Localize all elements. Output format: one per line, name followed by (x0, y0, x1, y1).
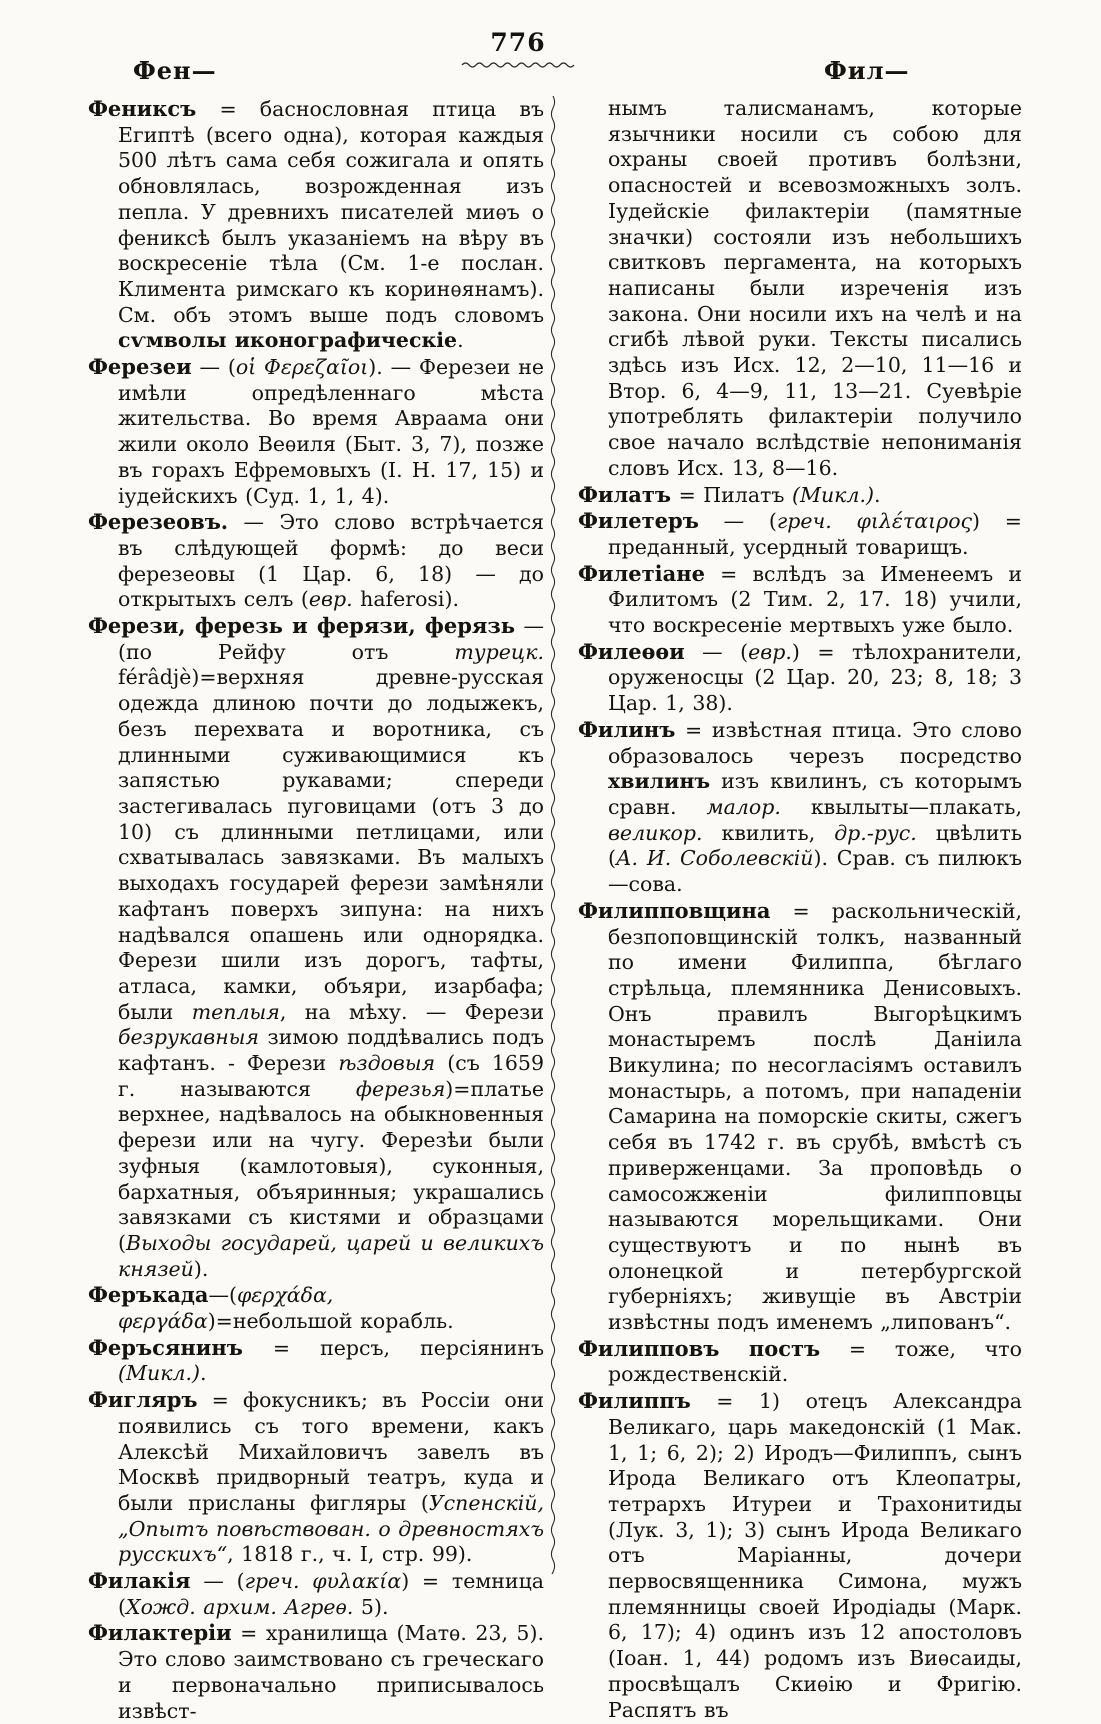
dictionary-entry: Ферези, ферезь и ферязи, ферязь — (по Рейфу отъ турецк. férâdjè)=верхняя древне-русская одежда длиною почти до лодыжекъ, безъ перехвата и воротника, съ длинными суживающимися къ запястью рукавами; спереди застегивалась пуговицами (отъ 3 до 10) съ длинными петлицами, или схватывалась завязками. Въ малыхъ выходахъ государей ферези замѣняли кафтанъ поверхъ зипуна: на нихъ надѣвался опашень или однорядка. Ферези шили изъ дорогъ, тафты, атласа, камки, объяри, изарбафа; были теплыя, на мѣху. — Ферези безрукавныя зимою поддѣвались подъ кафтанъ. - Ферези ѣздовыя (съ 1659 г. называются ферезья)=платье верхнее, надѣвалось на обыкновенныя ферези или на чугу. Ферезѣи были зуфныя (камлотовыя), суконныя, бархатныя, объяринныя; украшались завязками съ кистями и образцами (Выходы государей, царей и великихъ князей). (88, 613, 544, 1281)
headword: Филетіане (578, 560, 705, 586)
headword: Филиппъ (578, 1388, 691, 1414)
headword: Филактеріи (88, 1620, 232, 1646)
headword: Филетеръ (578, 508, 699, 534)
dictionary-entry: Филетіане = вслѣдъ за Именеемъ и Филитомъ (2 Тим. 2, 17. 18) учили, что воскресеніе мертвыхъ уже было. (578, 560, 1022, 638)
headword: Филинъ (578, 716, 676, 742)
running-head-right: Фил— (824, 56, 910, 85)
left-column (88, 96, 544, 1724)
headword: Филипповщина (578, 897, 771, 923)
dictionary-entry: Филетеръ — (греч. φιλέταιρος) = преданный, усердный товарищъ. (578, 508, 1022, 559)
dictionary-entry: Филиппъ = 1) отецъ Александра Великаго, царь македонскій (1 Мак. 1, 1; 6, 2); 2) Иродъ—Филиппъ, сынъ Ирода Великаго отъ Клеопатры, тетрархъ Итуреи и Трахонитиды (Лук. 3, 1); 3) сынъ Ирода Великаго отъ Маріанны, дочери первосвященника Симона, мужъ племянницы своей Иродіады (Марк. 6, 17); 4) одинъ изъ 12 апостоловъ (Іоан. 1, 44) родомъ изъ Виѳсаиды, просвѣщалъ Скиѳію и Фригію. Распятъ въ (578, 1388, 1022, 1722)
headword: Феръкада (88, 1282, 209, 1308)
dictionary-entry: Филипповщина = раскольническій, безпоповщинскій толкъ, названный по имени Филиппа, бѣглаго стрѣльца, племянника Денисовыхъ. Онъ правилъ Выгорѣцкимъ монастыремъ послѣ Даніила Викулина; по несогласіямъ оставилъ монастырь, а потомъ, при нападеніи Самарина на поморскіе скиты, сжегъ себя въ 1742 г. въ срубѣ, вмѣстѣ съ приверженцами. За проповѣдь о самосожженіи филипповцы называются морельщиками. Они существуютъ и по нынѣ въ олонецкой и петербургской губерніяхъ; живущіе въ Австріи извѣстны подъ именемъ „липованъ“. (578, 897, 1022, 1335)
dictionary-entry: Феръкада—(φερχάδα, φεργάδα)=небольшой корабль. (88, 1282, 454, 1334)
dictionary-entry-continuation: нымъ талисманамъ, которые язычники носили съ собою для охраны своей противъ болѣзни, опасностей и всевозможныхъ золъ. Іудейскіе филактеріи (памятные значки) состояли изъ небольшихъ свитковъ пергамента, на которыхъ написаны были изреченія изъ закона. Они носили ихъ на челѣ и на сгибѣ лѣвой руки. Тексты писались здѣсь изъ Исх. 12, 2—10, 11—16 и Втор. 6, 4—9, 11, 13—21. Суевѣріе употреблять филактеріи получило свое начало вслѣдствіе непониманія словъ Исх. 13, 8—16. (608, 96, 1022, 480)
dictionary-entry: Ферезеовъ. — Это слово встрѣчается въ слѣдующей формѣ: до веси ферезеовы (1 Цар. 6, 18) — до открытыхъ селъ (евр. haferosi). (88, 509, 544, 612)
dictionary-entry: Филакія — (греч. φυλακία) = темница (Хожд. архим. Агреѳ. 5). (88, 1568, 545, 1619)
headword: Ферезеи (88, 354, 192, 380)
headword: Филакія (88, 1568, 191, 1594)
headword: Ферезеовъ. (88, 509, 229, 535)
headword: Филатъ (578, 481, 672, 507)
headword: Филипповъ постъ (578, 1335, 821, 1361)
dictionary-entry: Филинъ = извѣстная птица. Это слово образовалось черезъ посредство хвилинъ изъ квилинъ, съ которымъ сравн. малор. квылыты—плакать, великор. квилить, др.-рус. цвѣлить (А. И. Соболевскій). Срав. съ пилюкъ—сова. (578, 716, 1022, 897)
right-column (578, 96, 1022, 1723)
dictionary-entry: Филеѳѳи — (евр.) = тѣлохранители, оруженосцы (2 Цар. 20, 23; 8, 18; 3 Цар. 1, 38). (578, 638, 1022, 716)
headword: Фигляръ (88, 1387, 198, 1413)
dictionary-entry: Филипповъ постъ = тоже, что рождественскій. (578, 1335, 1022, 1387)
headword: Филеѳѳи (578, 638, 685, 664)
dictionary-entry: Ферезеи — (οἱ Φερεζαῖοι). — Ферезеи не имѣли опредѣленнаго мѣста жительства. Во время Авраама они жили около Веѳиля (Быт. 3, 7), позже въ горахъ Ефремовыхъ (І. Н. 17, 15) и іудейскихъ (Суд. 1, 1, 4). (88, 354, 544, 508)
page-number: 776 (490, 28, 546, 57)
running-head-left: Фен— (133, 56, 217, 85)
headword: Ферези, ферезь и ферязи, ферязь (88, 613, 516, 639)
dictionary-entry: Феръсянинъ = персъ, персіянинъ (Микл.). (88, 1334, 544, 1386)
dictionary-entry: Фигляръ = фокусникъ; въ Россіи они появились съ того времени, какъ Алексѣй Михайловичъ завелъ въ Москвѣ придворный театръ, куда и были присланы фигляры (Успенскій, „Опытъ повѣствован. о древностяхъ русскихъ“, 1818 г., ч. I, стр. 99). (88, 1387, 544, 1567)
column-divider (549, 96, 557, 1574)
headword: Фениксъ (88, 96, 197, 121)
dictionary-entry: Фениксъ = баснословная птица въ Египтѣ (всего одна), которая каждыя 500 лѣтъ сама себя сожигала и опять обновлялась, возрожденная изъ пепла. У древнихъ писателей миѳъ о фениксѣ былъ указаніемъ на вѣру въ воскресеніе тѣла (См. 1-е послан. Климента римскаго къ коринѳянамъ). См. объ этомъ выше подъ словомъ сѵмволы иконографическіе. (88, 96, 544, 353)
dictionary-entry: Филатъ = Пилатъ (Микл.). (578, 481, 881, 507)
headword: Феръсянинъ (88, 1334, 243, 1360)
dictionary-entry: Филактеріи = хранилища (Матѳ. 23, 5). Это слово заимствовано съ греческаго и первоначально приписывалось извѣст- (88, 1620, 544, 1723)
page-number-flourish (461, 60, 575, 70)
